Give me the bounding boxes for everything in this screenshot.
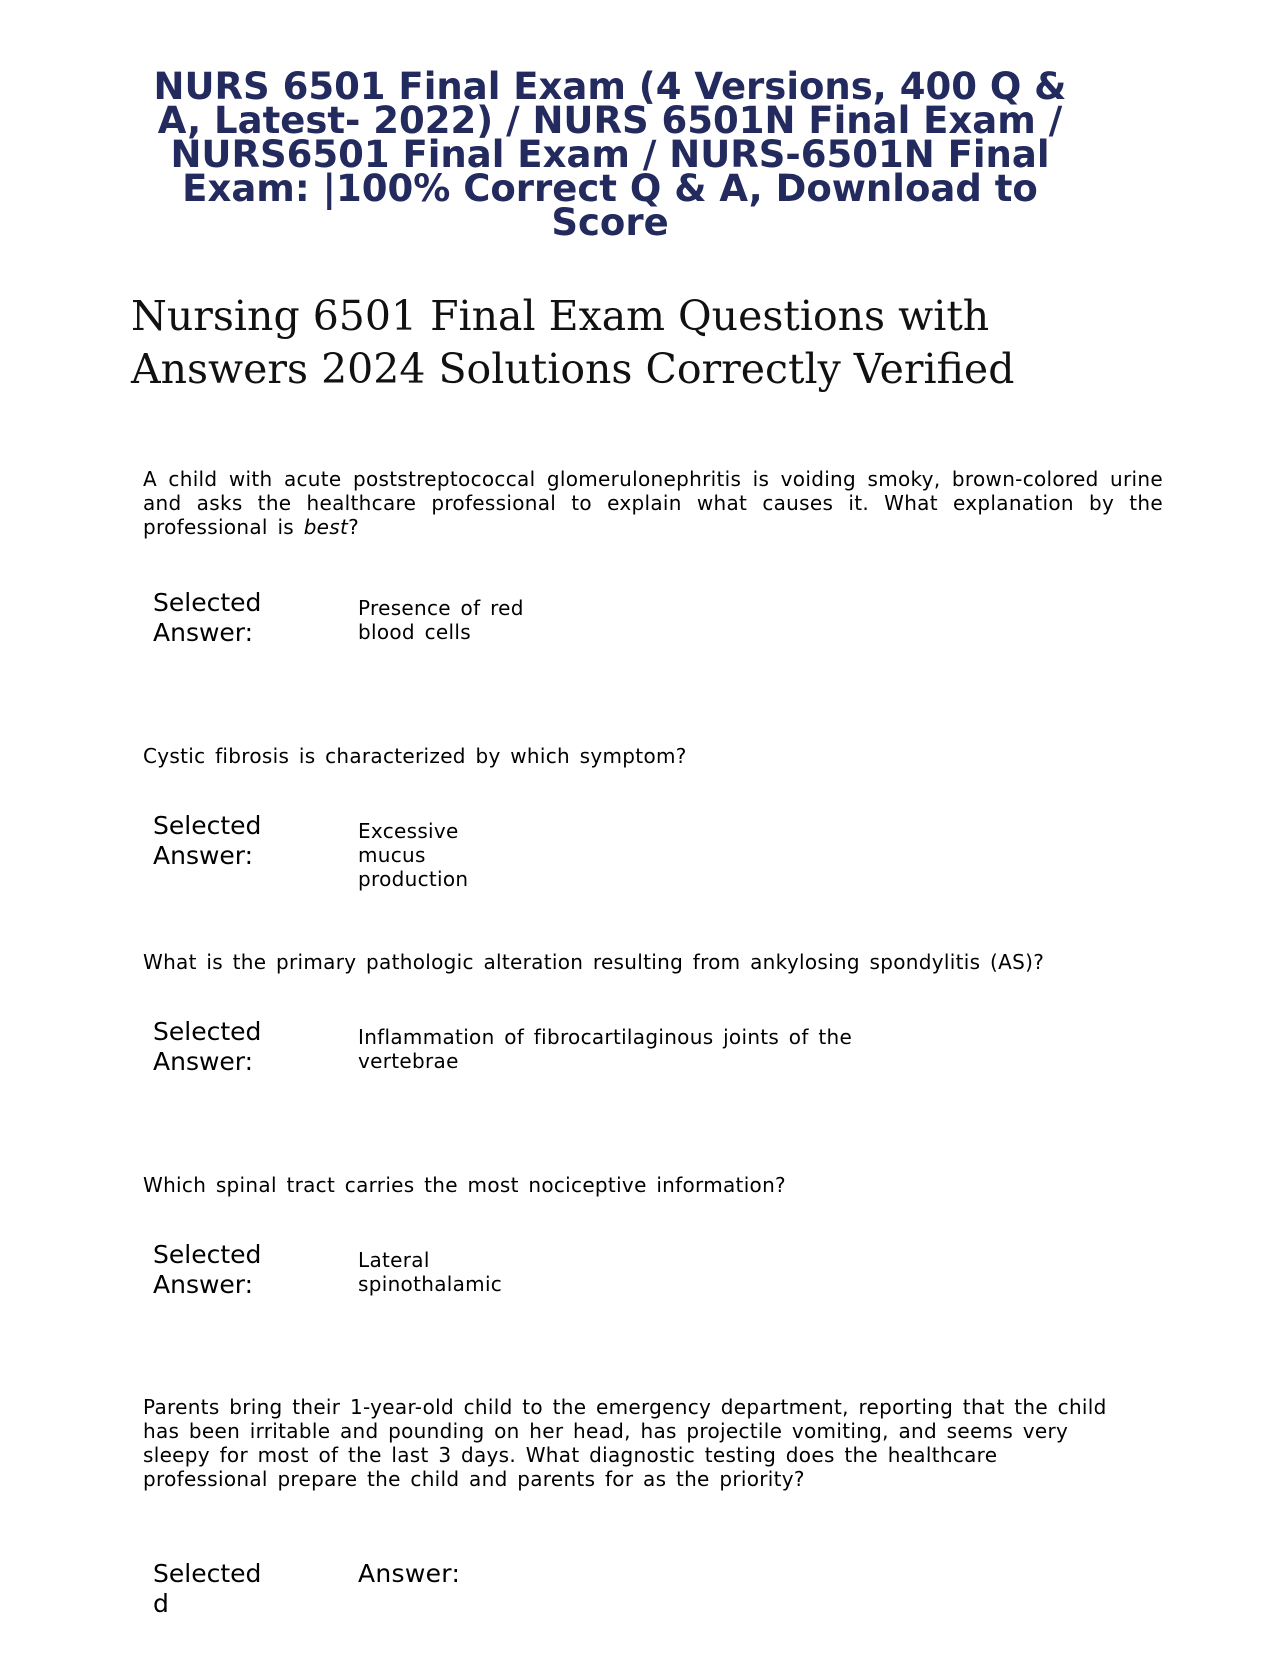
selected-answer-label: Selected d	[153, 1559, 262, 1618]
selected-answer-value: Answer:	[358, 1559, 461, 1588]
question-1-emphasis: best	[303, 515, 349, 539]
selected-answer-value: Inflammation of fibrocartilaginous joints of the vertebrae	[358, 1025, 853, 1073]
selected-answer-value: Lateral spinothalamic	[358, 1248, 503, 1296]
document-title: Nursing 6501 Final Exam Questions with Answers 2024 Solutions Correctly Verified	[131, 292, 1015, 393]
document-banner	[150, 65, 1110, 244]
selected-answer-value: Excessive mucus production	[358, 819, 469, 891]
selected-answer-value: Presence of red blood cells	[358, 596, 524, 644]
question-1	[143, 467, 1163, 539]
question-4: Which spinal tract carries the most nociceptive information?	[143, 1173, 786, 1197]
selected-answer-label: Selected Answer:	[153, 588, 262, 647]
selected-answer-label: Selected Answer:	[153, 1240, 262, 1299]
question-2: Cystic fibrosis is characterized by which symptom?	[143, 744, 687, 768]
question-1-suffix: ?	[348, 515, 360, 539]
selected-answer-label: Selected Answer:	[153, 811, 262, 870]
question-1-text: A child with acute poststreptococcal glomerulonephritis is voiding smoky, brown-colored urine and asks the healthcare professional to explain what causes it. What explanation by the professional is	[143, 467, 1163, 539]
selected-answer-label: Selected Answer:	[153, 1017, 262, 1076]
question-3: What is the primary pathologic alteration resulting from ankylosing spondylitis (AS)?	[143, 950, 1045, 974]
question-5: Parents bring their 1-year-old child to the emergency department, reporting that the child has been irritable and pounding on her head, has projectile vomiting, and seems very sleepy for most of the last 3 days. What diagnostic testing does the healthcare professional prepare the child and parents for as the priority?	[143, 1395, 1107, 1491]
banner-title: NURS 6501 Final Exam (4 Versions, 400 Q & A, Latest- 2022) / NURS 6501N Final Exam / NURS6501 Final Exam / NURS-6501N Final Exam: |100% Correct Q & A, Download to Score	[153, 65, 1067, 244]
